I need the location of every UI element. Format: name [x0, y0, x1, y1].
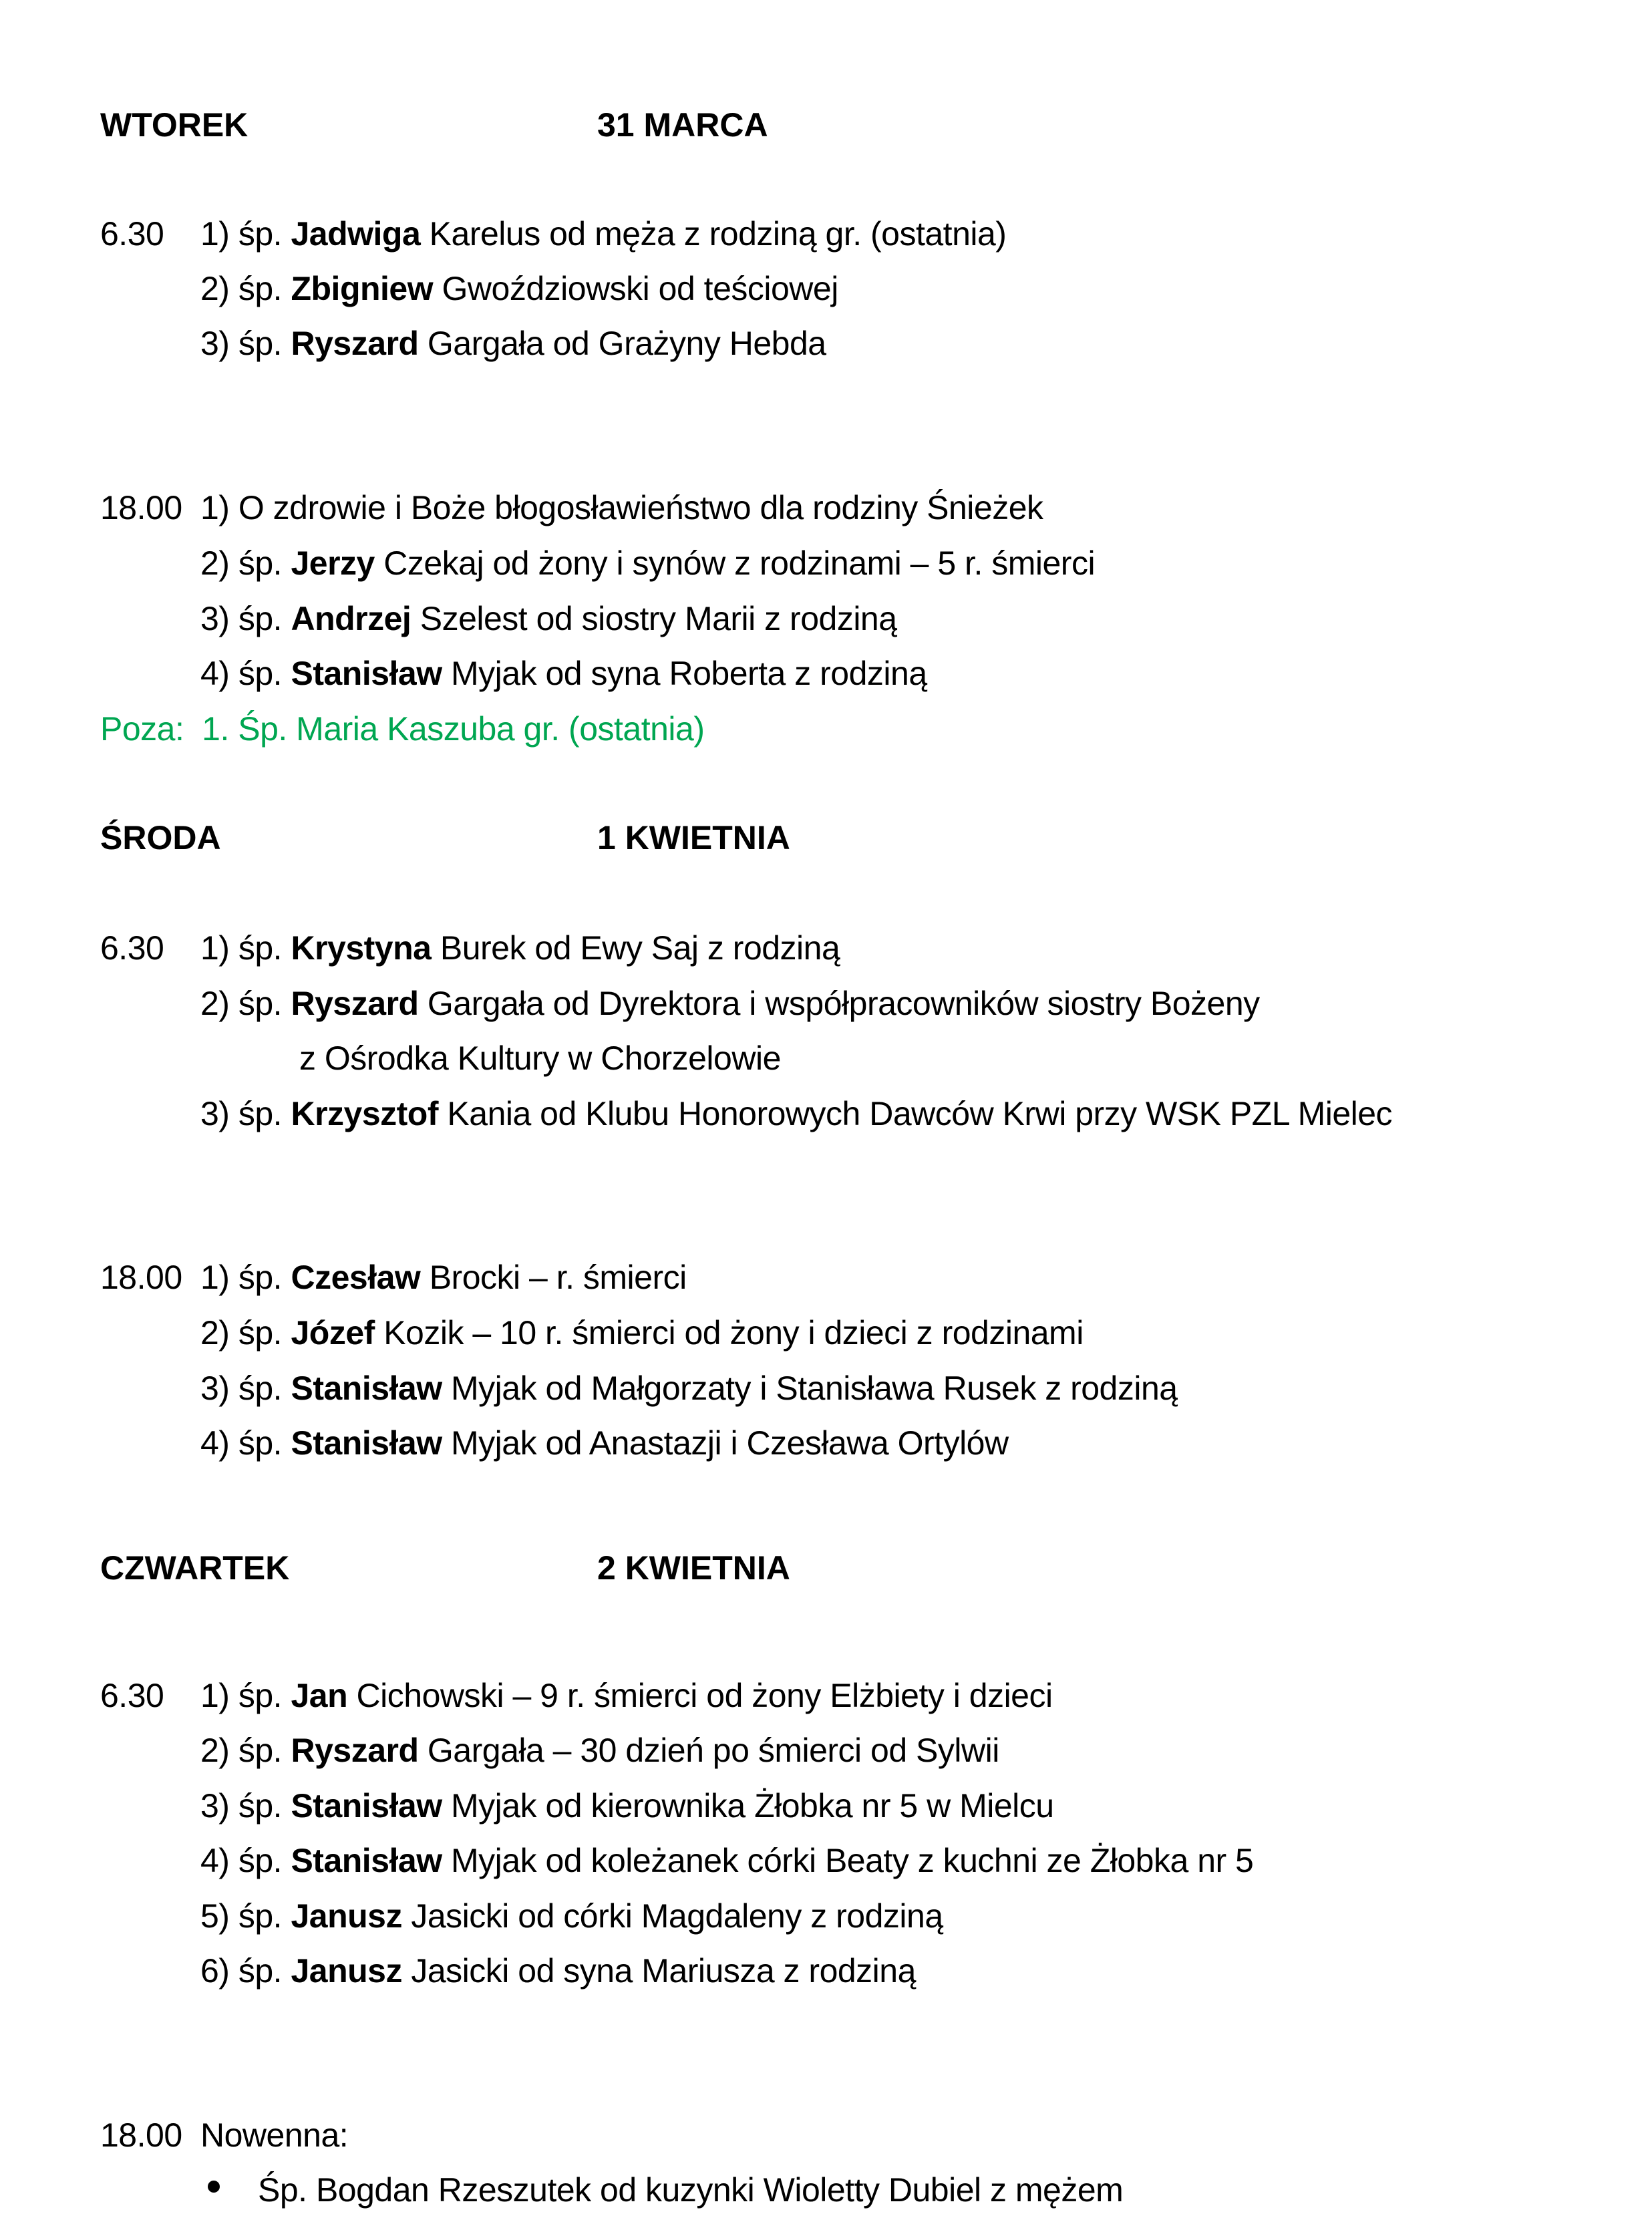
intention-number: 1) śp.	[200, 929, 283, 967]
intention-text: Myjak od koleżanek córki Beaty z kuchni ze Żłobka nr 5	[451, 1842, 1254, 1879]
intention-line	[200, 1784, 1054, 1827]
extra-intention: Poza: 1. Śp. Maria Kaszuba gr. (ostatnia)	[100, 710, 705, 748]
date-heading: 31 MARCA	[597, 106, 768, 144]
intention-text: Burek od Ewy Saj z rodziną	[440, 929, 840, 967]
mass-time: 18.00	[100, 1259, 182, 1296]
intention-line	[200, 1422, 1009, 1464]
mass-time: 18.00	[100, 489, 182, 526]
intention-line	[200, 1674, 1053, 1717]
intention-line	[200, 1949, 916, 1992]
intention-text: Myjak od syna Roberta z rodziną	[451, 655, 927, 692]
intention-name: Ryszard	[291, 325, 419, 362]
intention-name: Stanisław	[291, 1787, 442, 1824]
intention-line: 1) O zdrowie i Boże błogosławieństwo dla rodziny Śnieżek	[200, 489, 1043, 526]
novena-label: Nowenna:	[200, 2116, 349, 2154]
intention-text: Gwoździowski od teściowej	[442, 270, 838, 307]
intention-text: Myjak od Małgorzaty i Stanisława Rusek z rodziną	[451, 1370, 1178, 1407]
intention-text: Myjak od Anastazji i Czesława Ortylów	[451, 1424, 1009, 1462]
intention-line	[200, 212, 1006, 255]
intention-name: Ryszard	[291, 1732, 419, 1769]
intention-number: 1) śp.	[200, 215, 283, 253]
intention-line	[200, 652, 927, 695]
intention-line	[200, 927, 840, 969]
intention-name: Stanisław	[291, 655, 442, 692]
intention-name: Jadwiga	[291, 215, 421, 253]
intention-number: 2) śp.	[200, 1314, 283, 1352]
intention-line	[200, 1839, 1253, 1882]
date-heading: 1 KWIETNIA	[597, 819, 790, 856]
intention-text: Brocki – r. śmierci	[429, 1259, 687, 1296]
intention-text: Myjak od kierownika Żłobka nr 5 w Mielcu	[451, 1787, 1054, 1824]
mass-time: 18.00	[100, 2116, 182, 2154]
intention-line	[200, 542, 1095, 585]
intention-number: 1) śp.	[200, 1677, 283, 1714]
intention-line	[200, 1895, 943, 1937]
intention-number: 6) śp.	[200, 1952, 291, 1990]
intention-text: Jasicki od córki Magdaleny z rodziną	[411, 1897, 943, 1935]
intention-name: Krystyna	[291, 929, 432, 967]
intention-text: Gargała od Grażyny Hebda	[427, 325, 826, 362]
intention-name: Janusz	[291, 1952, 402, 1990]
day-heading: ŚRODA	[100, 819, 221, 856]
intention-name: Ryszard	[291, 985, 419, 1022]
intention-name: Andrzej	[291, 600, 411, 637]
day-heading: WTOREK	[100, 106, 249, 144]
mass-time: 6.30	[100, 929, 164, 967]
intention-text: Gargała – 30 dzień po śmierci od Sylwii	[427, 1732, 999, 1769]
intention-text: Cichowski – 9 r. śmierci od żony Elżbiety i dzieci	[356, 1677, 1053, 1714]
intention-name: Stanisław	[291, 1424, 442, 1462]
intention-text: Karelus od męża z rodziną gr. (ostatnia)	[429, 215, 1007, 253]
intention-number: 3) śp.	[200, 1787, 291, 1824]
mass-time: 6.30	[100, 1677, 164, 1714]
intention-name: Czesław	[291, 1259, 421, 1296]
intention-name: Janusz	[291, 1897, 402, 1935]
intention-text: Jasicki od syna Mariusza z rodziną	[411, 1952, 916, 1990]
intention-text: Kozik – 10 r. śmierci od żony i dzieci z rodzinami	[383, 1314, 1084, 1352]
intention-line	[200, 982, 1260, 1025]
intention-line	[200, 1256, 687, 1299]
intention-text: Szelest od siostry Marii z rodziną	[420, 600, 897, 637]
intention-number: 3) śp.	[200, 325, 283, 362]
intention-line	[200, 1311, 1084, 1354]
intention-number: 4) śp.	[200, 655, 283, 692]
intention-name: Zbigniew	[291, 270, 434, 307]
intention-continuation: z Ośrodka Kultury w Chorzelowie	[299, 1040, 781, 1077]
intention-line	[200, 322, 826, 365]
intention-number: 2) śp.	[200, 544, 283, 582]
intention-text: Gargała od Dyrektora i współpracowników siostry Bożeny	[427, 985, 1260, 1022]
intention-name: Stanisław	[291, 1370, 442, 1407]
day-heading: CZWARTEK	[100, 1549, 290, 1587]
intention-line	[200, 1729, 999, 1772]
intention-name: Jan	[291, 1677, 348, 1714]
intention-number: 4) śp.	[200, 1842, 291, 1879]
intention-line	[200, 267, 838, 310]
intention-number: 2) śp.	[200, 270, 283, 307]
intention-line	[200, 1092, 1392, 1135]
intention-number: 5) śp.	[200, 1897, 291, 1935]
intention-name: Stanisław	[291, 1842, 442, 1879]
novena-intention: Śp. Bogdan Rzeszutek od kuzynki Wioletty Dubiel z mężem	[258, 2171, 1124, 2209]
intention-number: 4) śp.	[200, 1424, 283, 1462]
intention-text: Kania od Klubu Honorowych Dawców Krwi przy WSK PZL Mielec	[447, 1095, 1393, 1132]
intention-name: Jerzy	[291, 544, 375, 582]
intention-number: 3) śp.	[200, 1370, 283, 1407]
intention-name: Józef	[291, 1314, 375, 1352]
mass-time: 6.30	[100, 215, 164, 253]
intention-number: 3) śp.	[200, 1095, 283, 1132]
intention-number: 3) śp.	[200, 600, 283, 637]
date-heading: 2 KWIETNIA	[597, 1549, 790, 1587]
bullet-icon	[208, 2181, 220, 2193]
intention-number: 2) śp.	[200, 985, 283, 1022]
intention-line	[200, 1367, 1178, 1410]
intention-number: 2) śp.	[200, 1732, 283, 1769]
intention-number: 1) śp.	[200, 1259, 283, 1296]
intention-text: Czekaj od żony i synów z rodzinami – 5 r. śmierci	[383, 544, 1096, 582]
intention-name: Krzysztof	[291, 1095, 438, 1132]
intention-line	[200, 597, 897, 640]
